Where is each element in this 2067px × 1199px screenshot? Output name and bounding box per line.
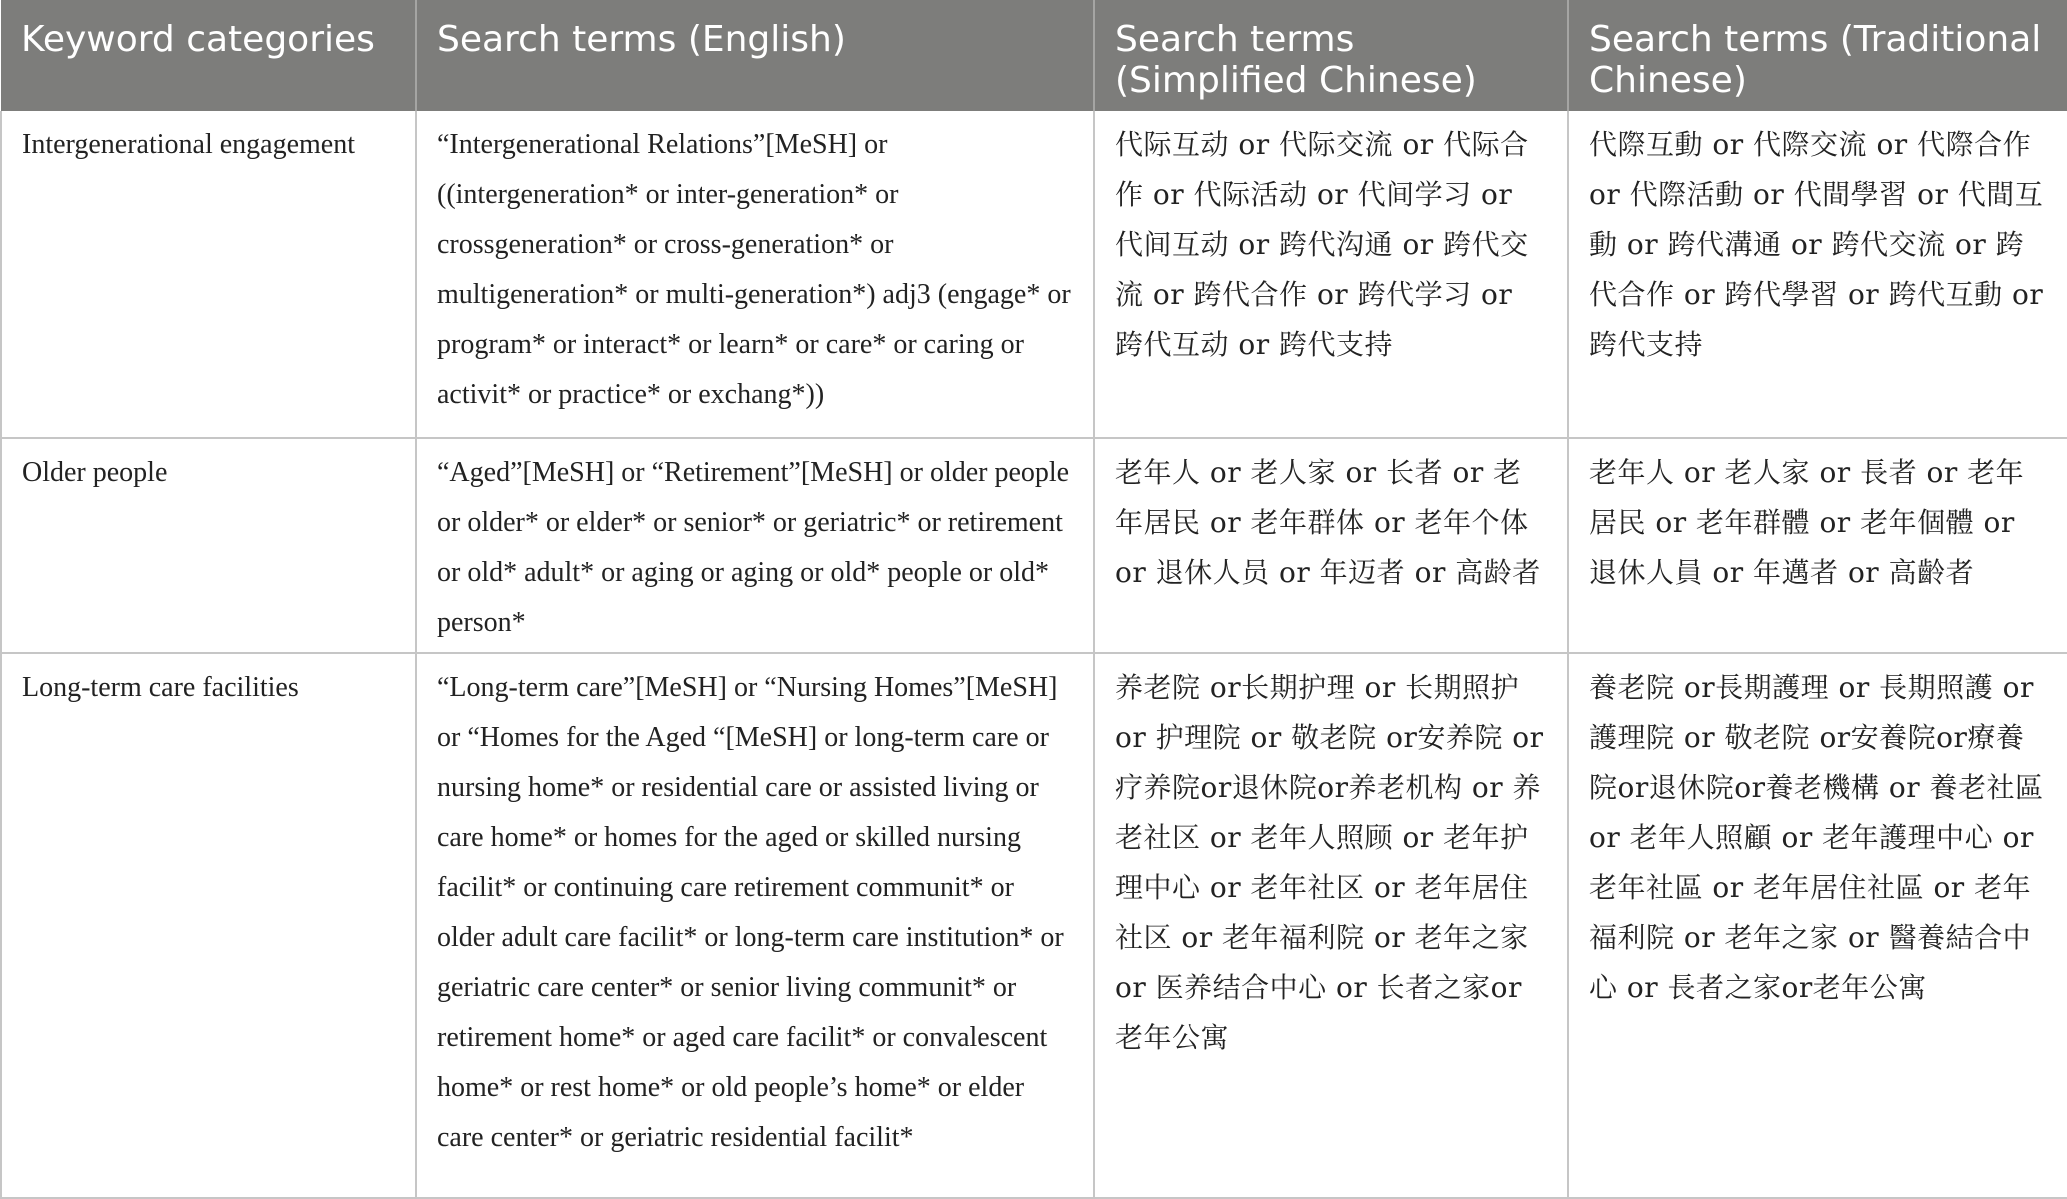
cell-traditional-terms: 養老院 or長期護理 or 長期照護 or 護理院 or 敬老院 or安養院or療養院or退休院or養老機構 or 養老社區 or 老年人照顧 or 老年護理中心 or 老年社區 or 老年居住社區 or 老年福利院 or 老年之家 or 醫養結合中心 or 長者之家or老年公寓 — [1568, 653, 2067, 1198]
header-search-terms-traditional: Search terms (Traditional Chinese) — [1568, 0, 2067, 111]
table-body — [1, 111, 2067, 1198]
cell-simplified-terms: 代际互动 or 代际交流 or 代际合作 or 代际活动 or 代间学习 or 代间互动 or 跨代沟通 or 跨代交流 or 跨代合作 or 跨代学习 or 跨代互动 or 跨代支持 — [1094, 111, 1568, 438]
cell-traditional-terms: 代際互動 or 代際交流 or 代際合作 or 代際活動 or 代間學習 or 代間互動 or 跨代溝通 or 跨代交流 or 跨代合作 or 跨代學習 or 跨代互動 or 跨代支持 — [1568, 111, 2067, 438]
header-row — [1, 0, 2067, 111]
cell-english-terms: “Intergenerational Relations”[MeSH] or ((intergeneration* or inter-generation* or crossgeneration* or cross-generation* or multigeneration* or multi-generation*) adj3 (engage* or program* or interact* or learn* or care* or caring or activit* or practice* or exchang*)) — [416, 111, 1094, 438]
table-row — [1, 111, 2067, 438]
header-keyword-categories: Keyword categories — [1, 0, 416, 111]
cell-simplified-terms: 老年人 or 老人家 or 长者 or 老年居民 or 老年群体 or 老年个体 or 退休人员 or 年迈者 or 高龄者 — [1094, 438, 1568, 653]
cell-category: Intergenerational engagement — [1, 111, 416, 438]
cell-english-terms: “Aged”[MeSH] or “Retirement”[MeSH] or older people or older* or elder* or senior* or geriatric* or retirement or old* adult* or aging or aging or old* people or old* person* — [416, 438, 1094, 653]
table-row — [1, 653, 2067, 1198]
header-search-terms-simplified: Search terms (Simplified Chinese) — [1094, 0, 1568, 111]
cell-english-terms: “Long-term care”[MeSH] or “Nursing Homes”[MeSH] or “Homes for the Aged “[MeSH] or long-term care or nursing home* or residential care or assisted living or care home* or homes for the aged or skilled nursing facilit* or continuing care retirement communit* or older adult care facilit* or long-term care institution* or geriatric care center* or senior living communit* or retirement home* or aged care facilit* or convalescent home* or rest home* or old people’s home* or elder care center* or geriatric residential facilit* — [416, 653, 1094, 1198]
header-search-terms-english: Search terms (English) — [416, 0, 1094, 111]
cell-traditional-terms: 老年人 or 老人家 or 長者 or 老年居民 or 老年群體 or 老年個體 or 退休人員 or 年邁者 or 高齡者 — [1568, 438, 2067, 653]
table-header — [1, 0, 2067, 111]
cell-category: Long-term care facilities — [1, 653, 416, 1198]
cell-simplified-terms: 养老院 or长期护理 or 长期照护 or 护理院 or 敬老院 or安养院 or疗养院or退休院or养老机构 or 养老社区 or 老年人照顾 or 老年护理中心 or 老年社区 or 老年居住社区 or 老年福利院 or 老年之家 or 医养结合中心 or 长者之家or 老年公寓 — [1094, 653, 1568, 1198]
cell-category: Older people — [1, 438, 416, 653]
table-row — [1, 438, 2067, 653]
